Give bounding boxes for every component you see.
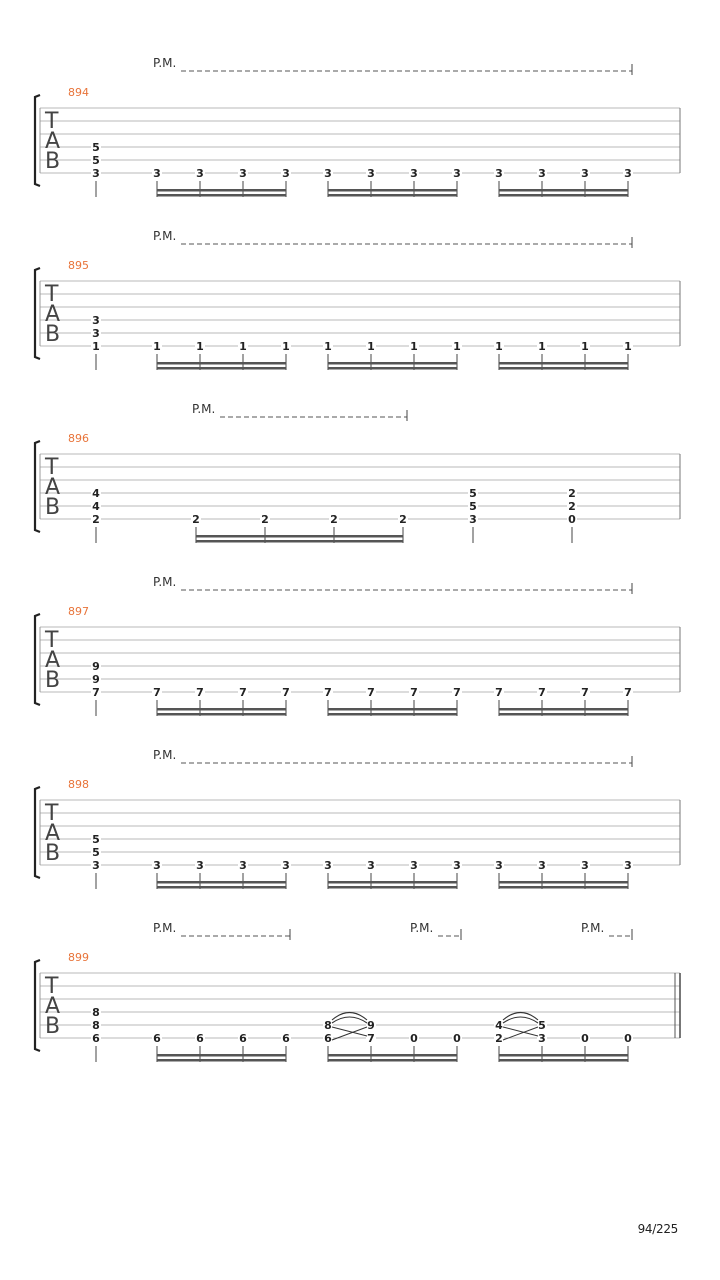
beam [328, 886, 457, 889]
fret-number: 0 [568, 513, 576, 526]
beam [328, 713, 457, 716]
fret-number: 7 [538, 686, 546, 699]
system-bracket [35, 960, 40, 1051]
fret-number: 2 [192, 513, 200, 526]
tab-system [35, 748, 680, 889]
fret-number: 8 [324, 1019, 332, 1032]
fret-number: 3 [367, 167, 375, 180]
beam [196, 540, 403, 543]
fret-number: 7 [581, 686, 589, 699]
fret-number: 0 [410, 1032, 418, 1045]
beam [499, 367, 628, 370]
fret-number: 2 [92, 513, 100, 526]
beam [499, 1059, 628, 1062]
beam [328, 194, 457, 197]
palm-mute-label: P.M. [410, 921, 434, 935]
measure-number: 899 [68, 951, 89, 964]
measure-number: 896 [68, 432, 89, 445]
slur-arc [503, 1013, 538, 1021]
fret-number: 5 [538, 1019, 546, 1032]
palm-mute-label: P.M. [192, 402, 216, 416]
beam [499, 362, 628, 365]
fret-number: 5 [469, 500, 477, 513]
fret-number: 4 [92, 500, 100, 513]
fret-number: 7 [196, 686, 204, 699]
fret-number: 3 [92, 167, 100, 180]
system-bracket [35, 268, 40, 359]
tab-system [35, 921, 680, 1062]
tab-clef-b: B [45, 1014, 61, 1039]
system-bracket [35, 614, 40, 705]
slur-arc [332, 1013, 367, 1021]
tab-clef-t: T [45, 282, 59, 307]
fret-number: 4 [495, 1019, 503, 1032]
fret-number: 1 [581, 340, 589, 353]
beam [157, 194, 286, 197]
tab-clef-b: B [45, 495, 61, 520]
tab-system [35, 402, 680, 543]
slide-line [332, 1027, 367, 1036]
beam [328, 362, 457, 365]
measure-number: 894 [68, 86, 89, 99]
measure-number: 895 [68, 259, 89, 272]
tab-clef-t: T [45, 628, 59, 653]
beam [157, 886, 286, 889]
fret-number: 3 [410, 859, 418, 872]
fret-number: 2 [495, 1032, 503, 1045]
beam [328, 189, 457, 192]
beam [157, 367, 286, 370]
fret-number: 6 [239, 1032, 247, 1045]
beam [499, 194, 628, 197]
tab-clef-t: T [45, 974, 59, 999]
fret-number: 3 [282, 859, 290, 872]
beam [328, 367, 457, 370]
fret-number: 7 [410, 686, 418, 699]
fret-number: 3 [453, 167, 461, 180]
fret-number: 5 [92, 154, 100, 167]
fret-number: 7 [367, 1032, 375, 1045]
fret-number: 3 [92, 859, 100, 872]
fret-number: 1 [196, 340, 204, 353]
fret-number: 9 [367, 1019, 375, 1032]
beam [157, 713, 286, 716]
fret-number: 1 [453, 340, 461, 353]
tab-system [35, 575, 680, 716]
tab-clef-t: T [45, 109, 59, 134]
tab-clef-t: T [45, 455, 59, 480]
fret-number: 3 [538, 859, 546, 872]
fret-number: 7 [153, 686, 161, 699]
beam [499, 708, 628, 711]
fret-number: 3 [367, 859, 375, 872]
beam [328, 1054, 457, 1057]
slur-arc [332, 1017, 367, 1023]
fret-number: 5 [92, 833, 100, 846]
beam [499, 881, 628, 884]
fret-number: 3 [495, 167, 503, 180]
fret-number: 3 [239, 167, 247, 180]
fret-number: 7 [92, 686, 100, 699]
fret-number: 5 [469, 487, 477, 500]
beam [196, 535, 403, 538]
beam [157, 1054, 286, 1057]
fret-number: 7 [239, 686, 247, 699]
fret-number: 3 [92, 314, 100, 327]
fret-number: 6 [153, 1032, 161, 1045]
fret-number: 3 [324, 859, 332, 872]
tab-system [35, 229, 680, 370]
fret-number: 3 [282, 167, 290, 180]
fret-number: 7 [324, 686, 332, 699]
fret-number: 7 [282, 686, 290, 699]
fret-number: 5 [92, 141, 100, 154]
fret-number: 5 [92, 846, 100, 859]
beam [499, 189, 628, 192]
beam [157, 189, 286, 192]
fret-number: 3 [196, 859, 204, 872]
fret-number: 9 [92, 673, 100, 686]
fret-number: 3 [153, 859, 161, 872]
fret-number: 2 [568, 487, 576, 500]
fret-number: 6 [196, 1032, 204, 1045]
fret-number: 3 [469, 513, 477, 526]
slur-arc [503, 1017, 538, 1023]
fret-number: 6 [324, 1032, 332, 1045]
palm-mute-label: P.M. [581, 921, 605, 935]
fret-number: 8 [92, 1019, 100, 1032]
fret-number: 7 [367, 686, 375, 699]
beam [328, 708, 457, 711]
fret-number: 3 [538, 1032, 546, 1045]
fret-number: 1 [239, 340, 247, 353]
tab-clef-a: A [45, 648, 61, 673]
tab-clef-a: A [45, 821, 61, 846]
system-bracket [35, 441, 40, 532]
fret-number: 3 [624, 167, 632, 180]
beam [499, 713, 628, 716]
beam [499, 886, 628, 889]
system-bracket [35, 787, 40, 878]
slide-line [503, 1027, 538, 1036]
tab-clef-a: A [45, 302, 61, 327]
tab-clef-t: T [45, 801, 59, 826]
beam [157, 1059, 286, 1062]
fret-number: 7 [624, 686, 632, 699]
beam [499, 1054, 628, 1057]
fret-number: 3 [410, 167, 418, 180]
fret-number: 2 [399, 513, 407, 526]
measure-number: 898 [68, 778, 89, 791]
fret-number: 1 [410, 340, 418, 353]
tab-clef-a: A [45, 475, 61, 500]
fret-number: 1 [153, 340, 161, 353]
tab-clef-b: B [45, 841, 61, 866]
fret-number: 3 [581, 859, 589, 872]
fret-number: 1 [92, 340, 100, 353]
tab-clef-a: A [45, 129, 61, 154]
fret-number: 1 [282, 340, 290, 353]
fret-number: 3 [495, 859, 503, 872]
fret-number: 3 [239, 859, 247, 872]
tab-system [35, 56, 680, 197]
fret-number: 1 [324, 340, 332, 353]
fret-number: 9 [92, 660, 100, 673]
fret-number: 3 [453, 859, 461, 872]
fret-number: 2 [568, 500, 576, 513]
fret-number: 0 [453, 1032, 461, 1045]
fret-number: 8 [92, 1006, 100, 1019]
page-number: 94/225 [637, 1222, 678, 1236]
fret-number: 3 [581, 167, 589, 180]
tab-clef-a: A [45, 994, 61, 1019]
tab-clef-b: B [45, 149, 61, 174]
fret-number: 1 [367, 340, 375, 353]
fret-number: 3 [153, 167, 161, 180]
fret-number: 3 [324, 167, 332, 180]
fret-number: 7 [453, 686, 461, 699]
fret-number: 6 [282, 1032, 290, 1045]
fret-number: 0 [581, 1032, 589, 1045]
fret-number: 4 [92, 487, 100, 500]
palm-mute-label: P.M. [153, 56, 177, 70]
tab-clef-b: B [45, 322, 61, 347]
palm-mute-label: P.M. [153, 748, 177, 762]
tab-clef-b: B [45, 668, 61, 693]
fret-number: 2 [261, 513, 269, 526]
beam [157, 881, 286, 884]
fret-number: 3 [196, 167, 204, 180]
fret-number: 7 [495, 686, 503, 699]
fret-number: 3 [538, 167, 546, 180]
fret-number: 3 [624, 859, 632, 872]
palm-mute-label: P.M. [153, 921, 177, 935]
fret-number: 1 [624, 340, 632, 353]
beam [328, 1059, 457, 1062]
palm-mute-label: P.M. [153, 229, 177, 243]
fret-number: 2 [330, 513, 338, 526]
beam [328, 881, 457, 884]
measure-number: 897 [68, 605, 89, 618]
fret-number: 1 [495, 340, 503, 353]
fret-number: 3 [92, 327, 100, 340]
fret-number: 0 [624, 1032, 632, 1045]
palm-mute-label: P.M. [153, 575, 177, 589]
beam [157, 362, 286, 365]
system-bracket [35, 95, 40, 186]
fret-number: 1 [538, 340, 546, 353]
beam [157, 708, 286, 711]
fret-number: 6 [92, 1032, 100, 1045]
